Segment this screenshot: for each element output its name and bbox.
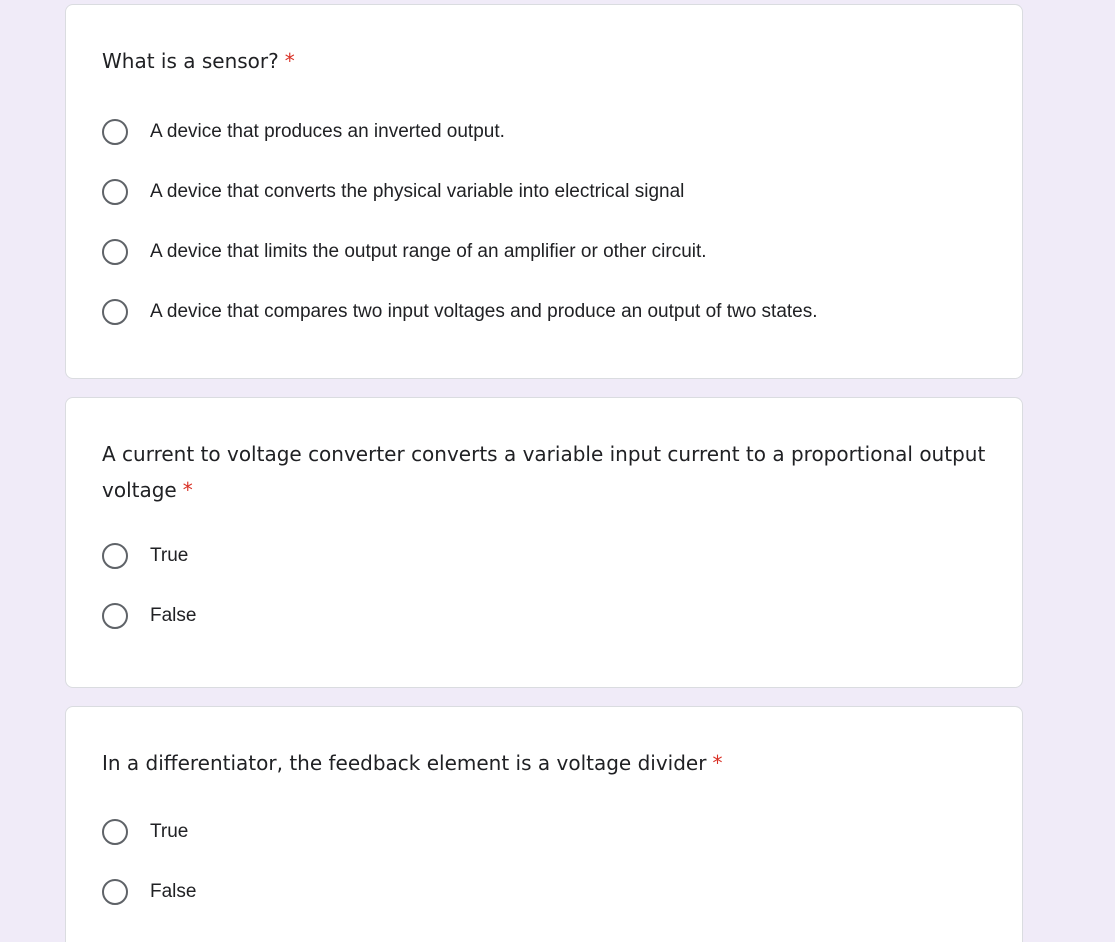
question-card-differentiator [65, 706, 1023, 942]
question-title [102, 436, 986, 508]
radio-group [102, 817, 986, 937]
radio-option-label: True [150, 821, 189, 842]
radio-option-label: False [150, 881, 197, 902]
required-asterisk: * [182, 478, 193, 502]
radio-option-label: A device that limits the output range of an amplifier or other circuit. [150, 241, 707, 262]
radio-option[interactable] [102, 117, 986, 147]
radio-option-label: A device that converts the physical variable into electrical signal [150, 181, 685, 202]
radio-option[interactable] [102, 177, 986, 207]
required-asterisk: * [284, 49, 295, 73]
radio-button[interactable] [102, 543, 128, 569]
radio-button[interactable] [102, 179, 128, 205]
radio-option[interactable] [102, 817, 986, 847]
radio-option[interactable] [102, 297, 986, 327]
question-title [102, 745, 986, 781]
required-asterisk: * [712, 751, 723, 775]
radio-button[interactable] [102, 879, 128, 905]
radio-option-label: A device that compares two input voltages and produce an output of two states. [150, 301, 818, 322]
question-card-sensor [65, 4, 1023, 379]
question-text: A current to voltage converter converts a variable input current to a proportional output voltage [102, 442, 986, 502]
radio-group [102, 541, 986, 661]
radio-option-label: A device that produces an inverted output. [150, 121, 505, 142]
radio-option[interactable] [102, 237, 986, 267]
radio-option[interactable] [102, 601, 986, 631]
radio-option-label: True [150, 545, 189, 566]
question-text: What is a sensor? [102, 49, 279, 73]
question-card-converter [65, 397, 1023, 688]
question-text: In a differentiator, the feedback element is a voltage divider [102, 751, 707, 775]
radio-button[interactable] [102, 819, 128, 845]
radio-button[interactable] [102, 603, 128, 629]
radio-button[interactable] [102, 299, 128, 325]
radio-button[interactable] [102, 119, 128, 145]
radio-group [102, 117, 986, 357]
radio-option[interactable] [102, 877, 986, 907]
radio-option-label: False [150, 605, 197, 626]
question-title [102, 43, 986, 79]
radio-button[interactable] [102, 239, 128, 265]
radio-option[interactable] [102, 541, 986, 571]
